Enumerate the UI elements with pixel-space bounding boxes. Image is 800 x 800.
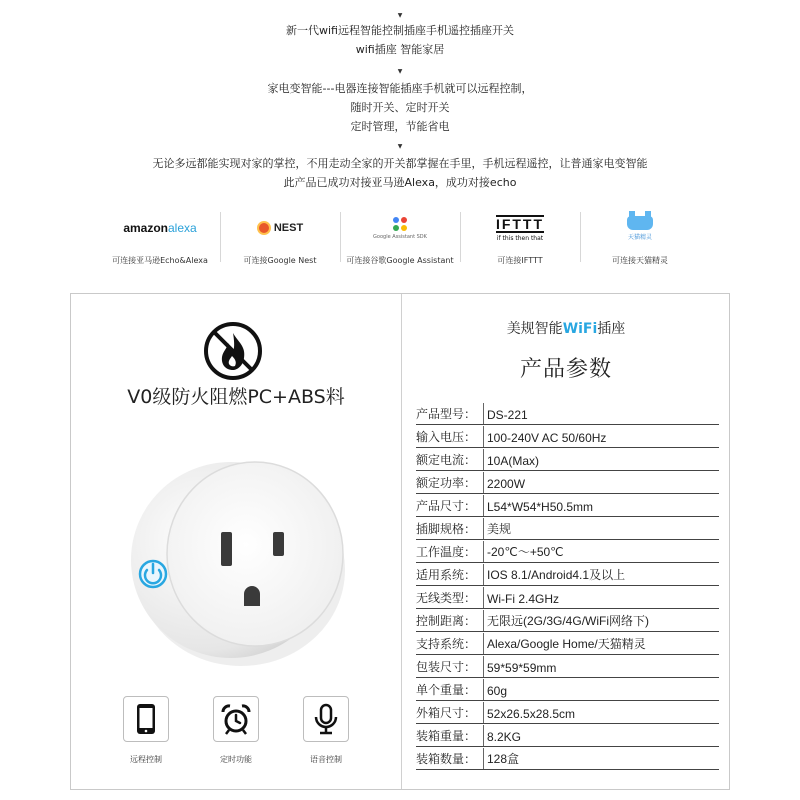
partner-ifttt [460,208,580,278]
spec-row [416,609,719,632]
spec-label: 无线类型： [416,591,477,605]
intro-line: 家电变智能---电器连接智能插座手机就可以远程控制， [267,82,533,95]
spec-value: DS-221 [487,408,528,422]
spec-label: 适用系统： [416,568,477,582]
spec-row [416,540,719,563]
smart-plug-image [123,442,355,674]
spec-label: 工作温度： [416,545,477,559]
spec-value: 2200W [487,477,526,491]
partner-logos [100,208,700,278]
caret-down-icon: ▼ [397,143,403,150]
spec-value: 128盒 [487,752,520,766]
partner-tmall-genie [580,208,700,278]
spec-value: Alexa/Google Home/天猫精灵 [487,637,646,651]
spec-row [416,448,719,471]
partner-google-assistant [340,208,460,278]
spec-row [416,586,719,609]
google-dots-icon [393,217,407,231]
spec-row [416,517,719,540]
phone-icon [133,703,159,735]
spec-label: 额定功率： [416,476,477,490]
partner-amazon-alexa [100,208,220,278]
tmall-genie-logo: 天猫精灵 [580,208,700,248]
nest-dot-icon [257,221,271,235]
intro-line: 无论多远都能实现对家的掌控，不用走动全家的开关都掌握在手里，手机远程遥控，让普通家电变智能 [152,157,648,170]
spec-row [416,471,719,494]
spec-row [416,724,719,747]
spec-row [416,494,719,517]
spec-row [416,563,719,586]
alarm-clock-icon [220,703,252,735]
spec-row [416,655,719,678]
spec-label: 包装尺寸： [416,660,477,674]
intro-line: 定时管理，节能省电 [350,120,450,133]
spec-row [416,402,719,425]
feature-icons [116,696,356,765]
microphone-icon [312,703,340,735]
spec-value: 100-240V AC 50/60Hz [487,431,607,445]
nest-logo: NEST [220,208,340,248]
spec-value: 10A(Max) [487,454,540,468]
partner-caption: 可连接天猫精灵 [612,256,668,265]
spec-row [416,678,719,701]
partner-caption: 可连接Google Nest [243,256,317,265]
spec-label: 装箱数量： [416,752,477,766]
spec-value: Wi-Fi 2.4GHz [487,592,559,606]
intro-line: 新一代wifi远程智能控制插座手机遥控插座开关 [286,24,514,37]
intro-line: 此产品已成功对接亚马逊Alexa，成功对接echo [283,176,517,189]
spec-value: 8.2KG [487,730,522,744]
ifttt-logo: IFTTT if this then that [495,215,545,242]
spec-label: 额定电流： [416,453,477,467]
feature-remote-control: 远程控制 [116,696,176,765]
spec-value: 无限远(2G/3G/4G/WiFi网络下) [487,614,650,628]
caret-down-icon: ▼ [397,68,403,75]
amazon-alexa-logo: amazon alexa [123,221,197,235]
spec-label: 单个重量： [416,683,477,697]
spec-label: 产品尺寸： [416,499,477,513]
spec-table [416,402,719,770]
feature-timer: 定时功能 [206,696,266,765]
partner-caption: 可连接亚马逊Echo&Alexa [112,256,208,265]
spec-label: 支持系统： [416,637,477,651]
product-panel [70,293,730,790]
spec-label: 产品型号： [416,407,477,421]
spec-row [416,425,719,448]
spec-label: 装箱重量： [416,729,477,743]
no-fire-icon [202,320,264,382]
spec-row [416,701,719,724]
spec-value: IOS 8.1/Android4.1及以上 [487,568,626,582]
feature-voice-control: 语音控制 [296,696,356,765]
intro-line: 随时开关、定时开关 [350,101,450,114]
material-text: V0级防火阻燃PC+ABS料 [127,386,345,408]
spec-label: 控制距离： [416,614,477,628]
spec-label: 外箱尺寸： [416,706,477,720]
spec-title: 美规智能WiFi插座 [506,321,626,337]
spec-value: 52x26.5x28.5cm [487,707,576,721]
partner-caption: 可连接谷歌Google Assistant [346,256,454,265]
spec-value: 59*59*59mm [487,661,557,675]
google-assistant-logo: Google Assistant SDK [340,208,460,248]
intro-section [0,0,800,200]
tmall-cat-icon [627,216,653,230]
spec-value: L54*W54*H50.5mm [487,500,594,514]
partner-caption: 可连接IFTTT [497,256,543,265]
spec-value: 美规 [487,522,512,536]
spec-value: 60g [487,684,508,698]
caret-down-icon: ▼ [397,12,403,19]
spec-row [416,632,719,655]
intro-line: wifi插座 智能家居 [355,43,445,56]
spec-heading: 产品参数 [519,357,612,382]
spec-label: 输入电压： [416,430,477,444]
spec-value: -20℃～+50℃ [487,545,564,559]
partner-google-nest [220,208,340,278]
spec-row [416,747,719,770]
spec-label: 插脚规格： [416,522,477,536]
